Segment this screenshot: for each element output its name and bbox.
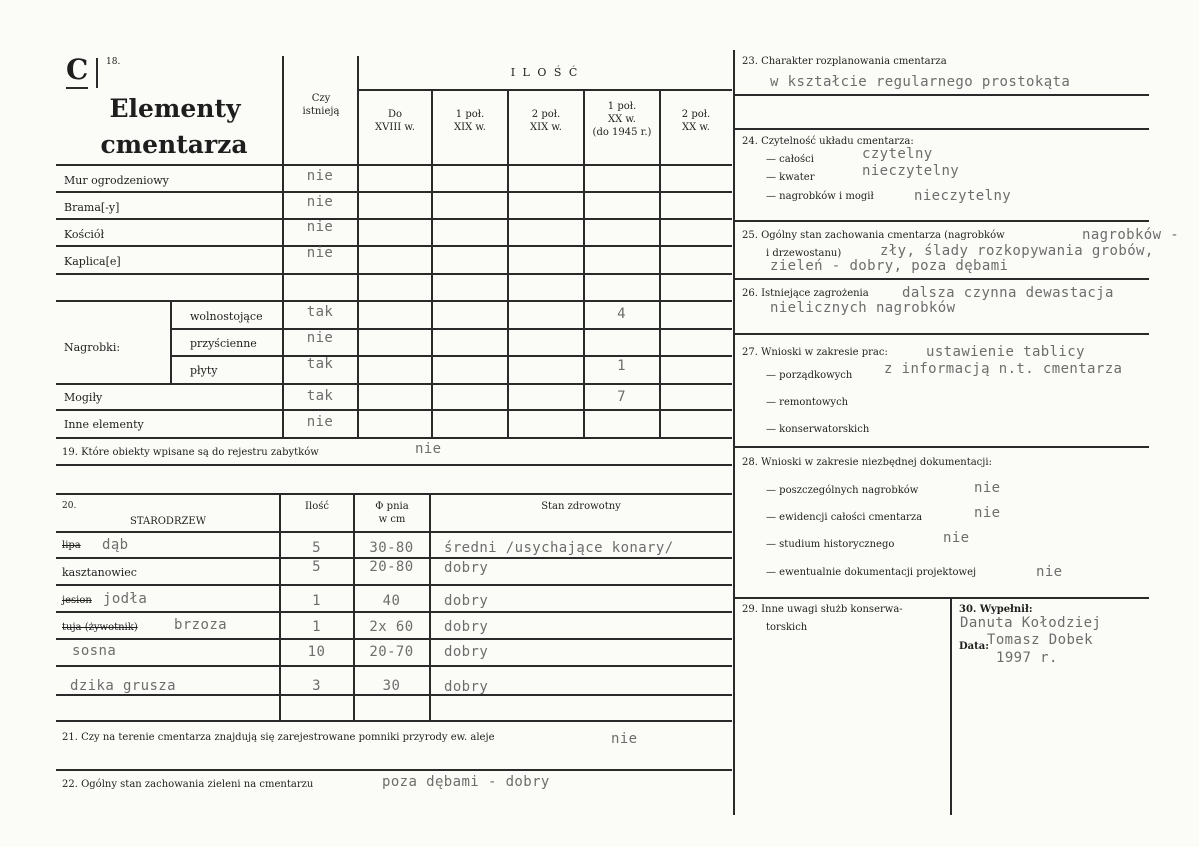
rule [56, 611, 732, 613]
row-exists-freestanding: tak [306, 304, 334, 320]
column-divider [733, 50, 735, 815]
rule [735, 220, 1149, 222]
period-header-2xx: 2 poł. XX w. [681, 109, 711, 133]
q28-answer-history: nie [943, 530, 970, 546]
row-count-graves: 7 [617, 389, 626, 405]
tree-typed-5: sosna [72, 643, 117, 659]
tree-diameter-5: 20-70 [369, 644, 414, 660]
tree-printed-4: tuja (żywotnik) [62, 622, 138, 633]
q28-item-history: — studium historycznego [766, 539, 895, 550]
rule [431, 89, 433, 437]
row-label-gate: Brama[-y] [64, 201, 120, 214]
q26-answer-line2: nielicznych nagrobków [770, 300, 956, 316]
q21-answer: nie [611, 731, 638, 747]
rule [56, 300, 732, 302]
q26-label: 26. Istniejące zagrożenia [742, 288, 869, 299]
row-count-slabs: 1 [617, 358, 626, 374]
q30-name2: Tomasz Dobek [987, 632, 1093, 648]
rule [56, 437, 732, 439]
tree-typed-1: dąb [102, 537, 129, 553]
q25-label-line1: 25. Ogólny stan zachowania cmentarza (nagrobków [742, 230, 1005, 241]
q25-answer-line1: nagrobków - [1082, 227, 1180, 243]
rule [170, 355, 732, 357]
q30-label: 30. Wypełnił: [959, 604, 1033, 615]
q22-label: 22. Ogólny stan zachowania zieleni na cmentarzu [62, 779, 314, 790]
rule [659, 89, 661, 437]
q28-label: 28. Wnioski w zakresie niezbędnej dokumentacji: [742, 457, 992, 468]
q27-answer-line2: z informacją n.t. cmentarza [884, 361, 1123, 377]
q25-answer-line3: zieleń - dobry, poza dębami [770, 258, 1009, 274]
section-number: 18. [106, 57, 121, 67]
tree-health-2: dobry [444, 560, 489, 576]
q19-label: 19. Które obiekty wpisane są do rejestru zabytków [62, 447, 319, 458]
period-header-1xix: 1 poł. XIX w. [454, 109, 486, 133]
q28-item-design: — ewentualnie dokumentacji projektowej [766, 567, 977, 578]
row-exists-other: nie [306, 414, 334, 430]
tree-typed-3: jodła [103, 591, 148, 607]
q24-whole-label: — całości [766, 154, 814, 165]
row-label-graves: Mogiły [64, 391, 103, 404]
q24-whole-answer: czytelny [862, 146, 933, 162]
row-label-slabs: płyty [190, 364, 218, 377]
rule [735, 446, 1149, 448]
quantity-header: I L O Ś Ć [510, 66, 580, 79]
section-letter-bar [96, 58, 98, 88]
rule [735, 597, 1149, 599]
tree-diameter-6: 30 [382, 678, 401, 694]
rule [56, 665, 732, 667]
q30-date: 1997 r. [996, 650, 1058, 666]
q23-label: 23. Charakter rozplanowania cmentarza [742, 56, 947, 67]
rule [56, 409, 732, 411]
row-label-wall: Mur ogrodzeniowy [64, 174, 169, 187]
title-line1: Elementy [109, 94, 241, 123]
rule [583, 89, 585, 437]
q19-answer: nie [415, 441, 442, 457]
rule [357, 56, 359, 437]
tree-typed-4: brzoza [174, 617, 227, 633]
q29-label-line2: torskich [766, 622, 808, 633]
tree-typed-6: dzika grusza [70, 678, 176, 694]
row-label-wallmounted: przyścienne [190, 337, 257, 350]
rule [56, 164, 732, 166]
q24-graves-answer: nieczytelny [914, 188, 1012, 204]
period-header-2xix: 2 poł. XIX w. [530, 109, 562, 133]
trees-number: 20. [62, 501, 77, 511]
rule [56, 218, 732, 220]
row-exists-church: nie [306, 219, 334, 235]
col-exists-header: Czy istnieją [302, 93, 340, 117]
tree-count-5: 10 [307, 644, 326, 660]
q23-answer: w kształcie regularnego prostokąta [770, 74, 1071, 90]
q27-item-renovation: — remontowych [766, 397, 849, 408]
tree-count-6: 3 [312, 678, 321, 694]
rule [358, 89, 732, 91]
q28-answer-design: nie [1036, 564, 1063, 580]
rule [56, 531, 732, 533]
trees-header-health: Stan zdrowotny [541, 501, 621, 512]
q27-item-conservation: — konserwatorskich [766, 424, 870, 435]
tree-health-4: dobry [444, 619, 489, 635]
q26-answer-line1: dalsza czynna dewastacja [902, 285, 1114, 301]
period-header-xviii: Do XVIII w. [375, 109, 415, 133]
q28-answer-graves: nie [974, 480, 1001, 496]
rule [56, 191, 732, 193]
tree-printed-1: lipa [62, 540, 81, 551]
tree-diameter-1: 30-80 [369, 540, 414, 556]
rule [56, 584, 732, 586]
q28-item-inventory: — ewidencji całości cmentarza [766, 512, 923, 523]
q30-date-label: Data: [959, 641, 989, 652]
tree-count-2: 5 [312, 559, 321, 575]
trees-header-name: STARODRZEW [130, 516, 206, 527]
rule [56, 493, 732, 495]
q29-label-line1: 29. Inne uwagi służb konserwa- [742, 604, 903, 615]
q22-answer: poza dębami - dobry [382, 774, 550, 790]
rule [735, 278, 1149, 280]
rule [950, 597, 952, 815]
q27-item-cleanup: — porządkowych [766, 370, 853, 381]
tree-health-5: dobry [444, 644, 489, 660]
row-exists-wall: nie [306, 168, 334, 184]
tree-count-3: 1 [312, 593, 321, 609]
row-exists-gate: nie [306, 194, 334, 210]
rule [56, 694, 732, 696]
tree-health-1: średni /usychające konary/ [444, 540, 674, 556]
q25-answer-line2: zły, ślady rozkopywania grobów, [880, 243, 1154, 259]
rule [735, 94, 1149, 96]
q21-label: 21. Czy na terenie cmentarza znajdują się zarejestrowane pomniki przyrody ew. aleje [62, 732, 495, 743]
q27-label: 27. Wnioski w zakresie prac: [742, 347, 888, 358]
tree-printed-3: jesion [62, 595, 92, 606]
rule [735, 333, 1149, 335]
row-label-church: Kościół [64, 228, 105, 241]
row-label-freestanding: wolnostojące [190, 310, 263, 323]
row-label-other: Inne elementy [64, 418, 144, 431]
period-header-1xx: 1 poł. XX w. (do 1945 r.) [592, 101, 652, 138]
section-letter-underline [66, 87, 88, 89]
title-line2: cmentarza [100, 130, 248, 159]
q25-label-line2: i drzewostanu) [766, 248, 842, 259]
tree-count-4: 1 [312, 619, 321, 635]
q24-quarters-answer: nieczytelny [862, 163, 960, 179]
gravestones-label: Nagrobki: [64, 341, 121, 354]
tree-diameter-4: 2x 60 [369, 619, 414, 635]
tree-health-3: dobry [444, 593, 489, 609]
tree-printed-2: kasztanowiec [62, 566, 137, 579]
trees-header-diameter: Φ pnia w cm [375, 501, 409, 525]
rule [170, 328, 732, 330]
rule [170, 300, 172, 383]
rule [56, 720, 732, 722]
rule [56, 383, 732, 385]
row-exists-graves: tak [306, 388, 334, 404]
tree-diameter-3: 40 [382, 593, 401, 609]
tree-health-6: dobry [444, 679, 489, 695]
rule [56, 464, 732, 466]
row-exists-chapel: nie [306, 245, 334, 261]
q28-answer-inventory: nie [974, 505, 1001, 521]
rule [56, 769, 732, 771]
q24-graves-label: — nagrobków i mogił [766, 191, 874, 202]
rule [56, 638, 732, 640]
rule [56, 245, 732, 247]
section-letter: C [66, 53, 89, 86]
q24-quarters-label: — kwater [766, 172, 815, 183]
q30-name1: Danuta Kołodziej [960, 615, 1102, 631]
row-count-freestanding: 4 [617, 306, 626, 322]
rule [507, 89, 509, 437]
tree-diameter-2: 20-80 [369, 559, 414, 575]
q28-item-graves: — poszczególnych nagrobków [766, 485, 919, 496]
rule [56, 273, 732, 275]
q24-label: 24. Czytelność układu cmentarza: [742, 136, 914, 147]
row-exists-wallmounted: nie [306, 330, 334, 346]
row-label-chapel: Kaplica[e] [64, 255, 121, 268]
rule [429, 493, 431, 721]
tree-count-1: 5 [312, 540, 321, 556]
trees-header-count: Ilość [305, 501, 329, 512]
row-exists-slabs: tak [306, 356, 334, 372]
rule [735, 128, 1149, 130]
q27-answer-line1: ustawienie tablicy [926, 344, 1085, 360]
